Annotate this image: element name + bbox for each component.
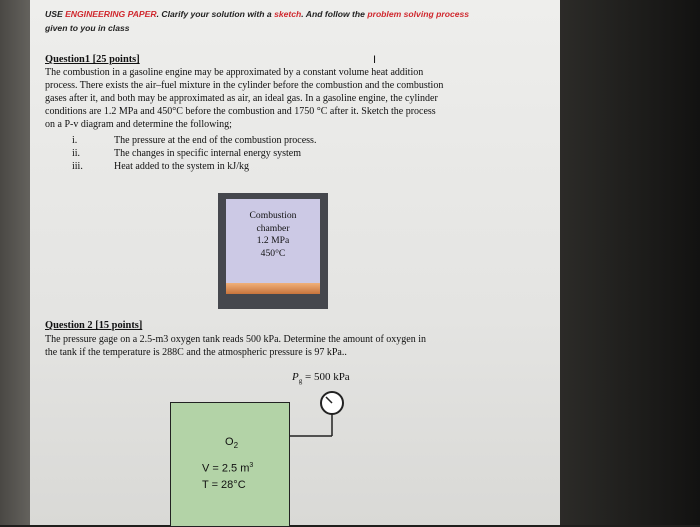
tank-gas-label [225,436,238,450]
gas-subscript: 2 [233,441,239,451]
tank-temperature-label: T = 28°C [202,479,246,491]
piston [226,283,320,294]
instruction-highlight: problem solving process [367,9,470,19]
list-item-number: i. [72,135,78,146]
chamber-pressure-label: 1.2 MPa [256,235,290,246]
instruction-text: . And follow the [301,9,368,19]
question2-line: the tank if the temperature is 288C and the atmospheric pressure is 97 kPa.. [45,347,347,358]
gauge-label-value: = 500 kPa [302,371,350,383]
gauge-label-symbol: P [292,371,299,383]
list-item-text: The pressure at the end of the combustion process. [114,135,317,146]
question2-line: The pressure gage on a 2.5-m3 oxygen tank reads 500 kPa. Determine the amount of oxygen in [45,334,427,345]
question1-line: gases after it, and both may be approximated as air, an ideal gas. In a gasoline engine, the cylinder [45,93,438,104]
text-cursor-icon: I [373,54,377,66]
gas-symbol: O [225,436,234,448]
document-page [30,0,560,525]
question1-line: The combustion in a gasoline engine may be approximated by a constant volume heat addition [45,67,424,78]
list-item-number: ii. [72,148,81,159]
chamber-label-line: Combustion [249,210,297,221]
question1-line: on a P-v diagram and determine the following; [45,119,232,130]
instruction-highlight: ENGINEERING PAPER [65,9,157,19]
chamber-label-line: chamber [256,222,290,234]
list-item-text: Heat added to the system in kJ/kg [114,161,249,172]
volume-exponent: 3 [249,462,254,469]
list-item-text: The changes in specific internal energy system [114,148,301,159]
instruction-highlight: sketch [274,9,302,19]
list-item-number: iii. [72,161,83,172]
instruction-line-2: given to you in class [45,23,130,33]
question2-title: Question 2 [15 points] [45,320,143,331]
tank-volume-label [202,462,253,475]
instruction-text: . Clarify your solution with a [156,9,275,19]
chamber-temperature-label: 450°C [260,247,286,259]
gauge-pressure-label [292,371,350,385]
gauge-label-subscript: g [298,377,303,386]
question1-title: Question1 [25 points] [45,54,140,65]
question1-line: process. There exists the air–fuel mixture in the cylinder before the combustion and the combustion [45,80,444,91]
question1-line: conditions are 1.2 MPa and 450°C before the combustion and 1750 °C after it. Sketch the process [45,106,436,117]
instruction-line-1 [45,9,469,19]
instruction-text: USE [45,9,66,19]
right-background [560,0,700,525]
volume-value: V = 2.5 m [202,462,250,475]
